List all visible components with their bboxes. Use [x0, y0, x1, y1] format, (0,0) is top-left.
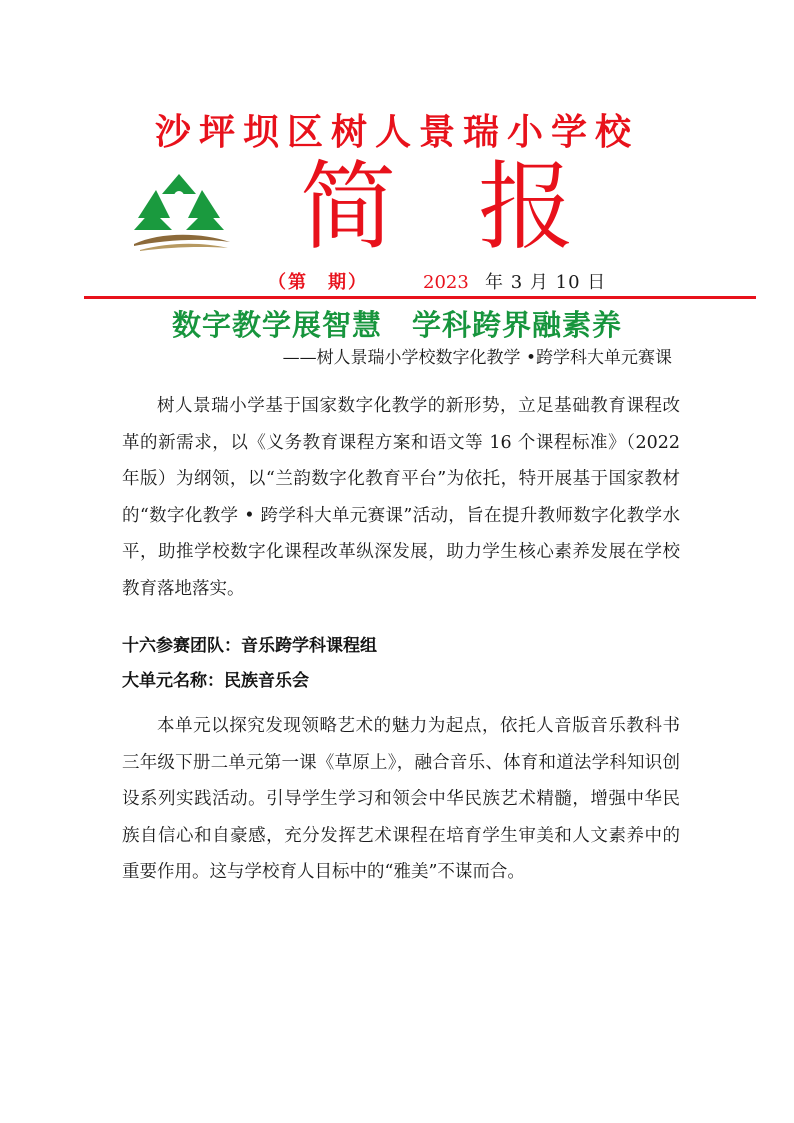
logo-ground-swoosh-2 [140, 244, 228, 251]
masthead-char-1: 简 [300, 151, 396, 263]
logo-person-head [174, 191, 184, 201]
team-label: 十六参赛团队：音乐跨学科课程组 [122, 636, 377, 656]
unit-label: 大单元名称：民族音乐会 [122, 671, 309, 691]
school-name: 沙坪坝区树人景瑞小学校 [154, 111, 639, 153]
tree-person-logo-icon [130, 170, 234, 252]
masthead-char-2: 报 [478, 151, 574, 263]
issue-row [0, 270, 794, 296]
article-headline: 数字教学展智慧 学科跨界融素养 [171, 308, 622, 342]
article-subtitle: ——树人景瑞小学校数字化教学 •跨学科大单元赛课 [282, 348, 672, 368]
issue-date: 年 3 月 10 日 [485, 272, 607, 293]
article-paragraph-2: 本单元以探究发现领略艺术的魅力为起点，依托人音版音乐教科书三年级下册二单元第一课《草原上》，融合音乐、体育和道法学科知识创设系列实践活动。引导学生学习和领会中华民族艺术精髓，增强中华民族自信心和自豪感，充分发挥艺术课程在培育学生审美和人文素养中的重要作用。这与学校育人目标中的“雅美”不谋而合。 [122, 716, 680, 883]
header-divider [84, 296, 756, 299]
article-paragraph-1: 树人景瑞小学基于国家数字化教学的新形势，立足基础教育课程改革的新需求，以《义务教育课程方案和语文等 16 个课程标准》（2022 年版）为纲领，以“兰韵数字化教育平台”为依托，特开展基于国家教材的“数字化教学 • 跨学科大单元赛课”活动，旨在提升教师数字化教学水平，助推学校数字化课程改革纵深发展，助力学生核心素养发展在学校教育落地落实。 [122, 396, 680, 599]
issue-label: （第 期） [268, 272, 368, 293]
issue-year: 2023 [423, 272, 469, 293]
